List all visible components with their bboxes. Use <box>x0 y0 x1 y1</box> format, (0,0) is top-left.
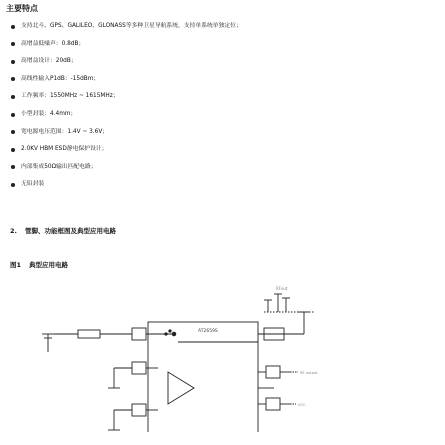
output-trace <box>258 312 310 340</box>
bullet-icon <box>11 165 15 169</box>
bullet-icon <box>11 60 15 64</box>
section-title-text: 管脚、功能框图及典型应用电路 <box>25 227 116 235</box>
feature-text: 高增益低噪声：0.8dB； <box>21 40 85 47</box>
bullet-icon <box>11 77 15 81</box>
feature-text: 小型封装：4.4mm； <box>21 110 77 117</box>
figure-number: 图1 <box>10 261 22 269</box>
bias-network-lower <box>108 404 158 430</box>
figure-title: 典型应用电路 <box>29 261 69 269</box>
bullet-icon <box>11 42 15 46</box>
section-heading: 主要特点 <box>6 4 38 13</box>
feature-item <box>10 141 430 159</box>
amplifier-icon <box>168 372 194 404</box>
feature-text: 2.0KV HBM ESD静电保护设计； <box>21 146 108 153</box>
feature-item <box>10 53 430 71</box>
bullet-icon <box>11 183 15 187</box>
feature-text: 支持北斗、GPS、GALILEO、GLONASS等多种卫星导航系统，支持单系统单独定位； <box>21 23 242 29</box>
feature-text: 内部集成50Ω输出匹配电路； <box>21 163 97 170</box>
feature-item <box>10 124 430 142</box>
feature-item <box>10 18 430 36</box>
bias-network-upper <box>108 362 158 388</box>
application-circuit-diagram <box>28 272 328 432</box>
feature-list <box>10 18 430 194</box>
feature-item <box>10 71 430 89</box>
feature-item <box>10 159 430 177</box>
feature-item <box>10 176 430 194</box>
bullet-icon <box>11 25 15 29</box>
feature-text: 宽电源电压范围：1.4V ~ 3.6V； <box>21 128 109 135</box>
connector-label: VCC <box>298 403 306 407</box>
rf-output-connector <box>258 366 298 378</box>
input-trace <box>54 328 176 340</box>
antenna-icon <box>42 334 54 352</box>
bullet-icon <box>11 148 15 152</box>
feature-text: 高增益设计：20dB； <box>21 58 77 65</box>
ground-symbols <box>264 294 314 312</box>
bullet-icon <box>11 113 15 117</box>
vcc-connector <box>258 398 296 410</box>
feature-item <box>10 106 430 124</box>
chip-block <box>148 322 258 432</box>
bullet-icon <box>11 95 15 99</box>
feature-text: 工作频率：1550MHz ~ 1615MHz； <box>21 93 119 100</box>
feature-item <box>10 36 430 54</box>
bullet-icon <box>11 130 15 134</box>
figure-caption <box>10 260 68 269</box>
section-number: 2. <box>10 227 17 235</box>
connector-label: RF output <box>300 371 318 375</box>
feature-item <box>10 88 430 106</box>
chip-label: AT2659S <box>198 329 218 334</box>
section-title <box>10 226 116 235</box>
feature-text: 无铅封装 <box>21 181 45 188</box>
output-pin-label: RFout <box>276 286 288 291</box>
feature-text: 高线性输入P1dB：-15dBm； <box>21 75 100 82</box>
